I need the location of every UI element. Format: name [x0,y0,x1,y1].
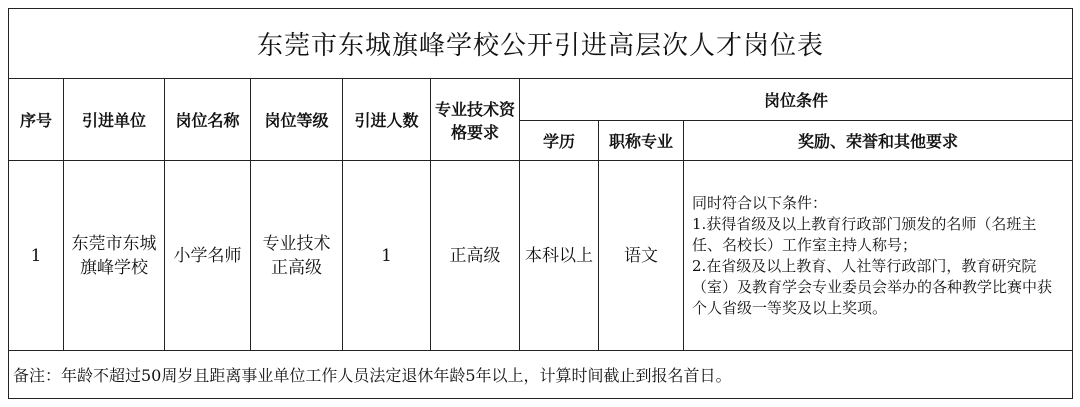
cell-unit: 东莞市东城旗峰学校 [64,161,165,351]
header-other: 奖励、荣誉和其他要求 [684,121,1073,161]
header-post-name: 岗位名称 [165,79,251,161]
requirement-item-1: 1.获得省级及以上教育行政部门颁发的名师（名班主任、名校长）工作室主持人称号； [692,214,1037,254]
cell-post-level: 专业技术正高级 [251,161,343,351]
table-row [9,161,1073,351]
header-unit: 引进单位 [64,79,165,161]
footnote: 备注：年龄不超过50周岁且距离事业单位工作人员法定退休年龄5年以上，计算时间截止到报名首日。 [9,351,1073,399]
cell-count: 1 [343,161,431,351]
cell-requirements [684,161,1073,351]
header-conditions: 岗位条件 [520,79,1073,121]
header-qualification: 专业技术资格要求 [431,79,520,161]
table-title: 东莞市东城旗峰学校公开引进高层次人才岗位表 [9,9,1073,79]
header-post-level: 岗位等级 [251,79,343,161]
cell-post-name: 小学名师 [165,161,251,351]
header-seq: 序号 [9,79,64,161]
cell-title-major: 语文 [599,161,684,351]
job-table [8,8,1073,399]
cell-seq: 1 [9,161,64,351]
header-education: 学历 [520,121,599,161]
cell-qualification: 正高级 [431,161,520,351]
header-title-major: 职称专业 [599,121,684,161]
requirement-intro: 同时符合以下条件： [692,193,828,212]
cell-education: 本科以上 [520,161,599,351]
requirement-item-2: 2.在省级及以上教育、人社等行政部门，教育研究院（室）及教育学会专业委员会举办的各种教学比赛中获个人省级一等奖及以上奖项。 [692,256,1053,317]
header-count: 引进人数 [343,79,431,161]
